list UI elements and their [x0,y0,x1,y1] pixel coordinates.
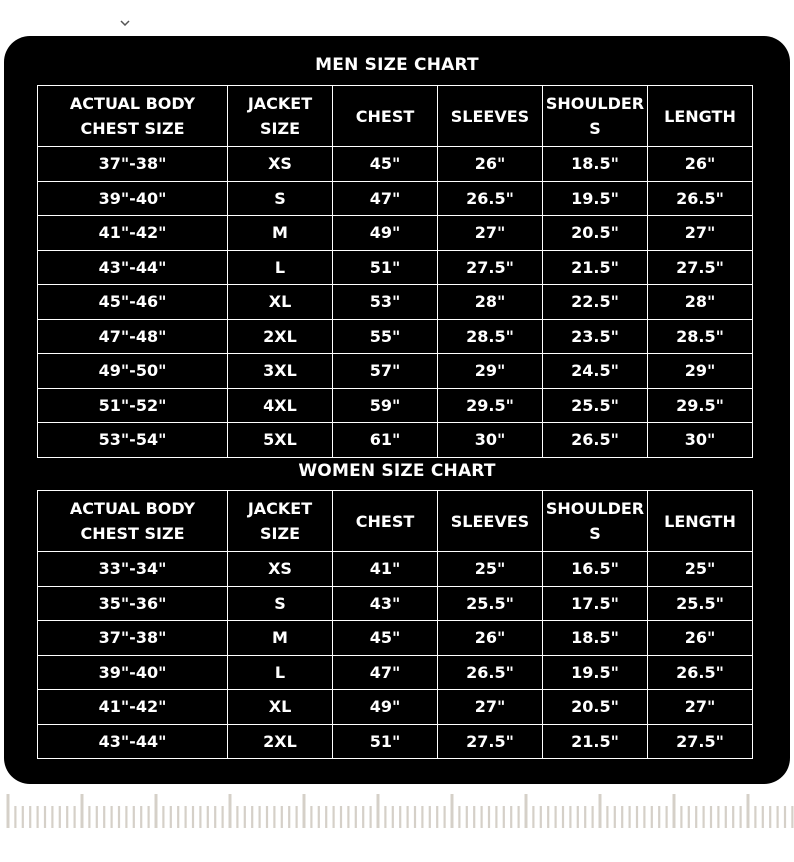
cell-jacket-size: M [228,621,333,656]
cell-actual-body-chest-size: 37"-38" [38,147,228,182]
cell-jacket-size: 3XL [228,354,333,389]
cell-actual-body-chest-size: 47"-48" [38,319,228,354]
cell-shoulders: 20.5" [543,216,648,251]
table-row [38,319,753,354]
cell-actual-body-chest-size: 37"-38" [38,621,228,656]
cell-sleeves: 25" [438,552,543,587]
cell-actual-body-chest-size: 39"-40" [38,655,228,690]
table-row [38,586,753,621]
cell-sleeves: 25.5" [438,586,543,621]
cell-length: 25.5" [648,586,753,621]
cell-sleeves: 26" [438,621,543,656]
cell-length: 30" [648,423,753,458]
cell-actual-body-chest-size: 45"-46" [38,285,228,320]
cell-shoulders: 21.5" [543,250,648,285]
header-chest: CHEST [333,86,438,147]
cell-chest: 47" [333,655,438,690]
cell-actual-body-chest-size: 33"-34" [38,552,228,587]
cell-chest: 49" [333,690,438,725]
cell-chest: 47" [333,181,438,216]
cell-length: 29" [648,354,753,389]
women-size-table [37,490,753,759]
cell-length: 27.5" [648,250,753,285]
cell-sleeves: 29.5" [438,388,543,423]
cell-jacket-size: S [228,586,333,621]
table-row [38,388,753,423]
men-table-body [38,147,753,458]
cell-actual-body-chest-size: 51"-52" [38,388,228,423]
cell-length: 27.5" [648,724,753,759]
cell-jacket-size: S [228,181,333,216]
cell-sleeves: 27" [438,690,543,725]
cell-sleeves: 29" [438,354,543,389]
cell-length: 29.5" [648,388,753,423]
cell-actual-body-chest-size: 41"-42" [38,690,228,725]
cell-shoulders: 18.5" [543,147,648,182]
cell-length: 28.5" [648,319,753,354]
table-row [38,285,753,320]
cell-actual-body-chest-size: 41"-42" [38,216,228,251]
cell-actual-body-chest-size: 49"-50" [38,354,228,389]
table-row [38,690,753,725]
header-sleeves: SLEEVES [438,86,543,147]
cell-jacket-size: XS [228,552,333,587]
cell-shoulders: 17.5" [543,586,648,621]
cell-jacket-size: L [228,250,333,285]
men-size-table [37,85,753,458]
table-row [38,250,753,285]
header-length: LENGTH [648,491,753,552]
cell-chest: 43" [333,586,438,621]
header-chest: CHEST [333,491,438,552]
cell-chest: 51" [333,724,438,759]
cell-actual-body-chest-size: 43"-44" [38,250,228,285]
cell-chest: 45" [333,621,438,656]
cell-chest: 61" [333,423,438,458]
table-row [38,552,753,587]
cell-length: 27" [648,690,753,725]
cell-length: 26.5" [648,655,753,690]
cell-shoulders: 19.5" [543,181,648,216]
header-length: LENGTH [648,86,753,147]
ruler-icon [0,790,794,830]
women-size-chart-title: WOMEN SIZE CHART [298,461,496,481]
cell-actual-body-chest-size: 35"-36" [38,586,228,621]
cell-actual-body-chest-size: 39"-40" [38,181,228,216]
cell-shoulders: 18.5" [543,621,648,656]
cell-shoulders: 19.5" [543,655,648,690]
women-table-header [38,491,753,552]
cell-jacket-size: 5XL [228,423,333,458]
header-actual-body-chest-size: ACTUAL BODY CHEST SIZE [38,491,228,552]
cell-chest: 51" [333,250,438,285]
table-row [38,147,753,182]
header-row [38,86,753,147]
cell-shoulders: 25.5" [543,388,648,423]
cell-chest: 55" [333,319,438,354]
cell-length: 26" [648,147,753,182]
header-shoulders: SHOULDER S [543,86,648,147]
cell-sleeves: 26" [438,147,543,182]
table-row [38,724,753,759]
cell-length: 26" [648,621,753,656]
header-jacket-size: JACKET SIZE [228,491,333,552]
cell-chest: 45" [333,147,438,182]
cell-shoulders: 24.5" [543,354,648,389]
header-shoulders: SHOULDER S [543,491,648,552]
table-row [38,181,753,216]
cell-shoulders: 16.5" [543,552,648,587]
cell-jacket-size: L [228,655,333,690]
cell-jacket-size: XL [228,690,333,725]
cell-shoulders: 22.5" [543,285,648,320]
cell-chest: 53" [333,285,438,320]
women-table-body [38,552,753,759]
cell-shoulders: 21.5" [543,724,648,759]
cell-sleeves: 26.5" [438,655,543,690]
cell-length: 27" [648,216,753,251]
cell-sleeves: 28.5" [438,319,543,354]
cell-length: 25" [648,552,753,587]
table-row [38,621,753,656]
cell-length: 26.5" [648,181,753,216]
cell-jacket-size: XL [228,285,333,320]
cell-jacket-size: 4XL [228,388,333,423]
cell-sleeves: 27.5" [438,250,543,285]
men-table-header [38,86,753,147]
men-size-chart-title: MEN SIZE CHART [315,55,479,75]
cell-sleeves: 27.5" [438,724,543,759]
header-jacket-size: JACKET SIZE [228,86,333,147]
cell-chest: 41" [333,552,438,587]
cell-chest: 57" [333,354,438,389]
cell-actual-body-chest-size: 43"-44" [38,724,228,759]
cell-sleeves: 28" [438,285,543,320]
cell-shoulders: 23.5" [543,319,648,354]
cell-sleeves: 26.5" [438,181,543,216]
cell-sleeves: 30" [438,423,543,458]
cell-sleeves: 27" [438,216,543,251]
table-row [38,216,753,251]
header-sleeves: SLEEVES [438,491,543,552]
cell-actual-body-chest-size: 53"-54" [38,423,228,458]
cell-shoulders: 26.5" [543,423,648,458]
cell-length: 28" [648,285,753,320]
cell-chest: 49" [333,216,438,251]
chevron-down-icon [118,12,132,26]
cell-jacket-size: M [228,216,333,251]
cell-jacket-size: XS [228,147,333,182]
cell-jacket-size: 2XL [228,319,333,354]
cell-chest: 59" [333,388,438,423]
cell-shoulders: 20.5" [543,690,648,725]
cell-jacket-size: 2XL [228,724,333,759]
table-row [38,423,753,458]
header-row [38,491,753,552]
header-actual-body-chest-size: ACTUAL BODY CHEST SIZE [38,86,228,147]
table-row [38,655,753,690]
table-row [38,354,753,389]
